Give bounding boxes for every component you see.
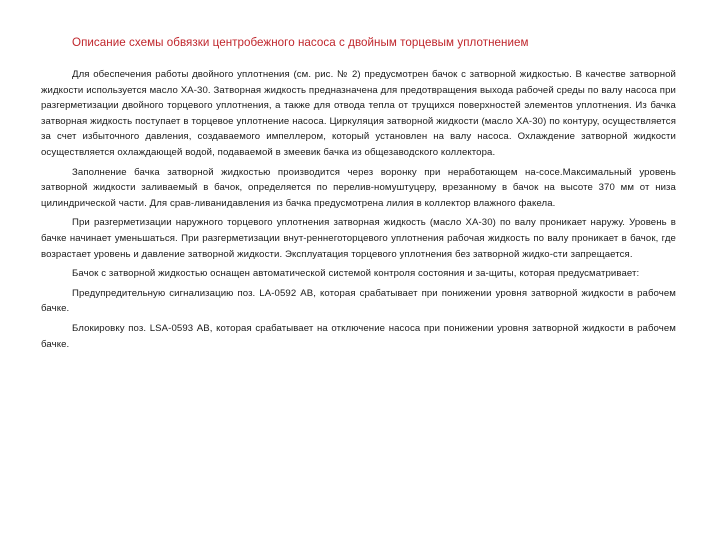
paragraph-control-system: Бачок с затворной жидкостью оснащен автоматической системой контроля состояния и за-щиты, которая предусматривает: bbox=[72, 268, 640, 280]
paragraph-interlock: Блокировку поз. LSA-0593 АВ, которая срабатывает на отключение насоса при понижении уровня затворной жидкости в рабочем бачке. bbox=[41, 322, 676, 350]
paragraph-filling: Заполнение бачка затворной жидкостью производится через воронку при неработающем на-сосе.Максимальный уровень затворной жидкости заливаемый в бачок, определяется по перелив-номуштуцеру, врезанному в бачок на высоте 370 мм от низа цилиндрической части. Для срав-ливанидавления из бачка предусмотрена лилия в коллектор влажного факела. bbox=[41, 166, 676, 209]
paragraph-alarm: Предупредительную сигнализацию поз. LA-0592 АВ, которая срабатывает при понижении уровня затворной жидкости в рабочем бачке. bbox=[41, 287, 676, 315]
paragraph-depressurization: При разгерметизации наружного торцевого уплотнения затворная жидкость (масло ХА-30) по валу проникает наружу. Уровень в бачке начинает уменьшаться. При разгерметизации внут-реннеготорцевого уплотнения рабочая жидкость по валу проникает в бачок, где возрастает уровень и давление затворной жидкости. Эксплуатация торцевого уплотнения без затворной жидко-сти запрещается. bbox=[41, 217, 676, 260]
document-title: Описание схемы обвязки центробежного насоса с двойным торцевым уплотнением bbox=[72, 36, 529, 49]
paragraph-intro: Для обеспечения работы двойного уплотнения (см. рис. № 2) предусмотрен бачок с затворной жидкостью. В качестве затворной жидкости используется масло ХА-30. Затворная жидкость предназначена для предотвращения выхода рабочей среды по валу насоса при разгерметизации двойного торцевого уплотнения, а также для отвода тепла от трущихся поверхностей элементов уплотнения. Из бачка затворная жидкость поступает в торцевое уплотнение насоса. Циркуляция затворной жидкости (масло ХА-30) по контуру, осуществляется за счет избыточного давления, создаваемого импеллером, который установлен на валу насоса. Охлаждение затворной жидкости осуществляется охлаждающей водой, подаваемой в змеевик бачка из общезаводского коллектора. bbox=[41, 69, 676, 158]
